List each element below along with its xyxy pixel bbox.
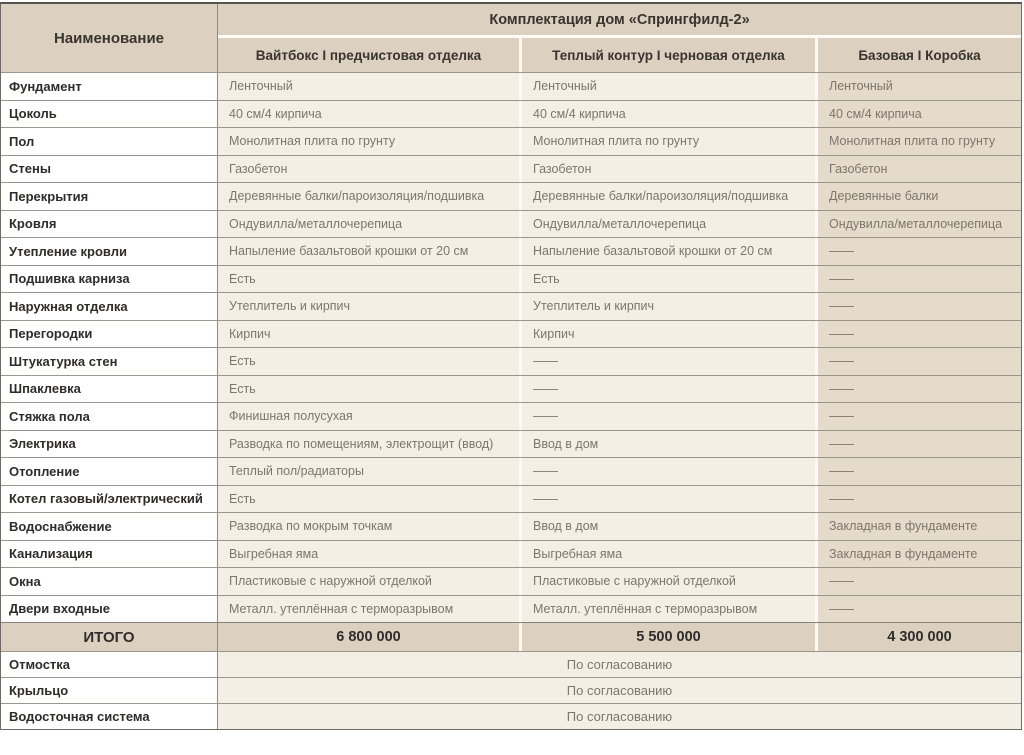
row-label: Крыльцо: [1, 678, 218, 703]
table-row: [1, 292, 1021, 320]
cell-basic: ——: [815, 321, 1021, 348]
cell-basic: Монолитная плита по грунту: [815, 128, 1021, 155]
table-row: [1, 182, 1021, 210]
row-label: Перегородки: [1, 321, 218, 348]
column-header-warm-contour: Теплый контур I черновая отделка: [519, 38, 815, 72]
cell-warm-contour: Ввод в дом: [519, 431, 815, 458]
cell-whitebox: Есть: [218, 486, 519, 513]
cell-warm-contour: Кирпич: [519, 321, 815, 348]
cell-whitebox: Газобетон: [218, 156, 519, 183]
table-header: [1, 4, 1021, 72]
cell-whitebox: Теплый пол/радиаторы: [218, 458, 519, 485]
cell-basic: ——: [815, 403, 1021, 430]
cell-basic: Закладная в фундаменте: [815, 541, 1021, 568]
row-label: Цоколь: [1, 101, 218, 128]
cell-warm-contour: Ввод в дом: [519, 513, 815, 540]
cell-whitebox: 40 см/4 кирпича: [218, 101, 519, 128]
cell-warm-contour: Пластиковые с наружной отделкой: [519, 568, 815, 595]
group-header: Комплектация дом «Спрингфилд-2»: [218, 4, 1021, 38]
table-row: [1, 155, 1021, 183]
cell-warm-contour: ——: [519, 458, 815, 485]
cell-whitebox: Пластиковые с наружной отделкой: [218, 568, 519, 595]
row-label: Наружная отделка: [1, 293, 218, 320]
comparison-table: [0, 2, 1022, 730]
cell-merged-value: По согласованию: [218, 678, 1021, 703]
cell-whitebox: Утеплитель и кирпич: [218, 293, 519, 320]
cell-warm-contour: ——: [519, 403, 815, 430]
row-label: Котел газовый/электрический: [1, 486, 218, 513]
table-row: [1, 540, 1021, 568]
cell-warm-contour: Утеплитель и кирпич: [519, 293, 815, 320]
cell-whitebox: Деревянные балки/пароизоляция/подшивка: [218, 183, 519, 210]
cell-warm-contour: ——: [519, 348, 815, 375]
cell-warm-contour: Выгребная яма: [519, 541, 815, 568]
row-label: Стены: [1, 156, 218, 183]
cell-whitebox: Разводка по помещениям, электрощит (ввод): [218, 431, 519, 458]
cell-warm-contour: Металл. утеплённая с терморазрывом: [519, 596, 815, 623]
cell-whitebox: Ленточный: [218, 73, 519, 100]
cell-basic: Закладная в фундаменте: [815, 513, 1021, 540]
cell-basic: ——: [815, 293, 1021, 320]
table-row: [1, 265, 1021, 293]
table-row: [1, 72, 1021, 100]
cell-whitebox: Ондувилла/металлочерепица: [218, 211, 519, 238]
footer-row: [1, 677, 1021, 703]
table-row: [1, 237, 1021, 265]
cell-whitebox: Выгребная яма: [218, 541, 519, 568]
table-row: [1, 430, 1021, 458]
column-header-whitebox: Вайтбокс I предчистовая отделка: [218, 38, 519, 72]
table-body: [1, 72, 1021, 622]
row-label: Фундамент: [1, 73, 218, 100]
cell-whitebox: Есть: [218, 348, 519, 375]
row-label: Утепление кровли: [1, 238, 218, 265]
cell-whitebox: Есть: [218, 266, 519, 293]
cell-whitebox: Напыление базальтовой крошки от 20 см: [218, 238, 519, 265]
cell-basic: ——: [815, 431, 1021, 458]
cell-warm-contour: Монолитная плита по грунту: [519, 128, 815, 155]
cell-warm-contour: Напыление базальтовой крошки от 20 см: [519, 238, 815, 265]
cell-basic: Ондувилла/металлочерепица: [815, 211, 1021, 238]
table-row: [1, 512, 1021, 540]
cell-basic: Ленточный: [815, 73, 1021, 100]
cell-whitebox: Металл. утеплённая с терморазрывом: [218, 596, 519, 623]
total-row: [1, 622, 1021, 651]
cell-warm-contour: Есть: [519, 266, 815, 293]
footer-row: [1, 703, 1021, 729]
table-row: [1, 347, 1021, 375]
table-row: [1, 595, 1021, 623]
row-label: Пол: [1, 128, 218, 155]
table-row: [1, 485, 1021, 513]
row-label: Водосточная система: [1, 704, 218, 729]
cell-basic: 40 см/4 кирпича: [815, 101, 1021, 128]
cell-basic: ——: [815, 486, 1021, 513]
row-label: Двери входные: [1, 596, 218, 623]
cell-merged-value: По согласованию: [218, 704, 1021, 729]
table-row: [1, 320, 1021, 348]
row-label: Шпаклевка: [1, 376, 218, 403]
row-label: Отмостка: [1, 652, 218, 677]
cell-basic: ——: [815, 348, 1021, 375]
total-whitebox: 6 800 000: [218, 623, 519, 651]
table-row: [1, 402, 1021, 430]
name-column-header: Наименование: [1, 4, 218, 72]
total-warm-contour: 5 500 000: [519, 623, 815, 651]
cell-basic: Деревянные балки: [815, 183, 1021, 210]
cell-basic: ——: [815, 266, 1021, 293]
table-row: [1, 457, 1021, 485]
row-label: Окна: [1, 568, 218, 595]
cell-whitebox: Монолитная плита по грунту: [218, 128, 519, 155]
cell-warm-contour: ——: [519, 486, 815, 513]
cell-warm-contour: Деревянные балки/пароизоляция/подшивка: [519, 183, 815, 210]
cell-merged-value: По согласованию: [218, 652, 1021, 677]
cell-warm-contour: 40 см/4 кирпича: [519, 101, 815, 128]
table-row: [1, 375, 1021, 403]
cell-basic: ——: [815, 596, 1021, 623]
cell-warm-contour: Ленточный: [519, 73, 815, 100]
total-basic: 4 300 000: [815, 623, 1021, 651]
cell-basic: ——: [815, 458, 1021, 485]
table-row: [1, 100, 1021, 128]
cell-basic: ——: [815, 376, 1021, 403]
cell-basic: ——: [815, 568, 1021, 595]
cell-whitebox: Есть: [218, 376, 519, 403]
cell-whitebox: Финишная полусухая: [218, 403, 519, 430]
table-footer: [1, 651, 1021, 729]
row-label: Канализация: [1, 541, 218, 568]
table-row: [1, 127, 1021, 155]
row-label: Электрика: [1, 431, 218, 458]
row-label: Подшивка карниза: [1, 266, 218, 293]
row-label: Штукатурка стен: [1, 348, 218, 375]
table-row: [1, 210, 1021, 238]
row-label: Перекрытия: [1, 183, 218, 210]
row-label: Кровля: [1, 211, 218, 238]
cell-whitebox: Разводка по мокрым точкам: [218, 513, 519, 540]
subheader-row: [218, 38, 1021, 72]
total-label: ИТОГО: [1, 623, 218, 651]
row-label: Стяжка пола: [1, 403, 218, 430]
cell-warm-contour: Ондувилла/металлочерепица: [519, 211, 815, 238]
cell-warm-contour: ——: [519, 376, 815, 403]
table-row: [1, 567, 1021, 595]
cell-whitebox: Кирпич: [218, 321, 519, 348]
cell-basic: Газобетон: [815, 156, 1021, 183]
footer-row: [1, 651, 1021, 677]
row-label: Отопление: [1, 458, 218, 485]
column-header-basic: Базовая I Коробка: [815, 38, 1021, 72]
cell-basic: ——: [815, 238, 1021, 265]
header-right: [218, 4, 1021, 72]
row-label: Водоснабжение: [1, 513, 218, 540]
cell-warm-contour: Газобетон: [519, 156, 815, 183]
